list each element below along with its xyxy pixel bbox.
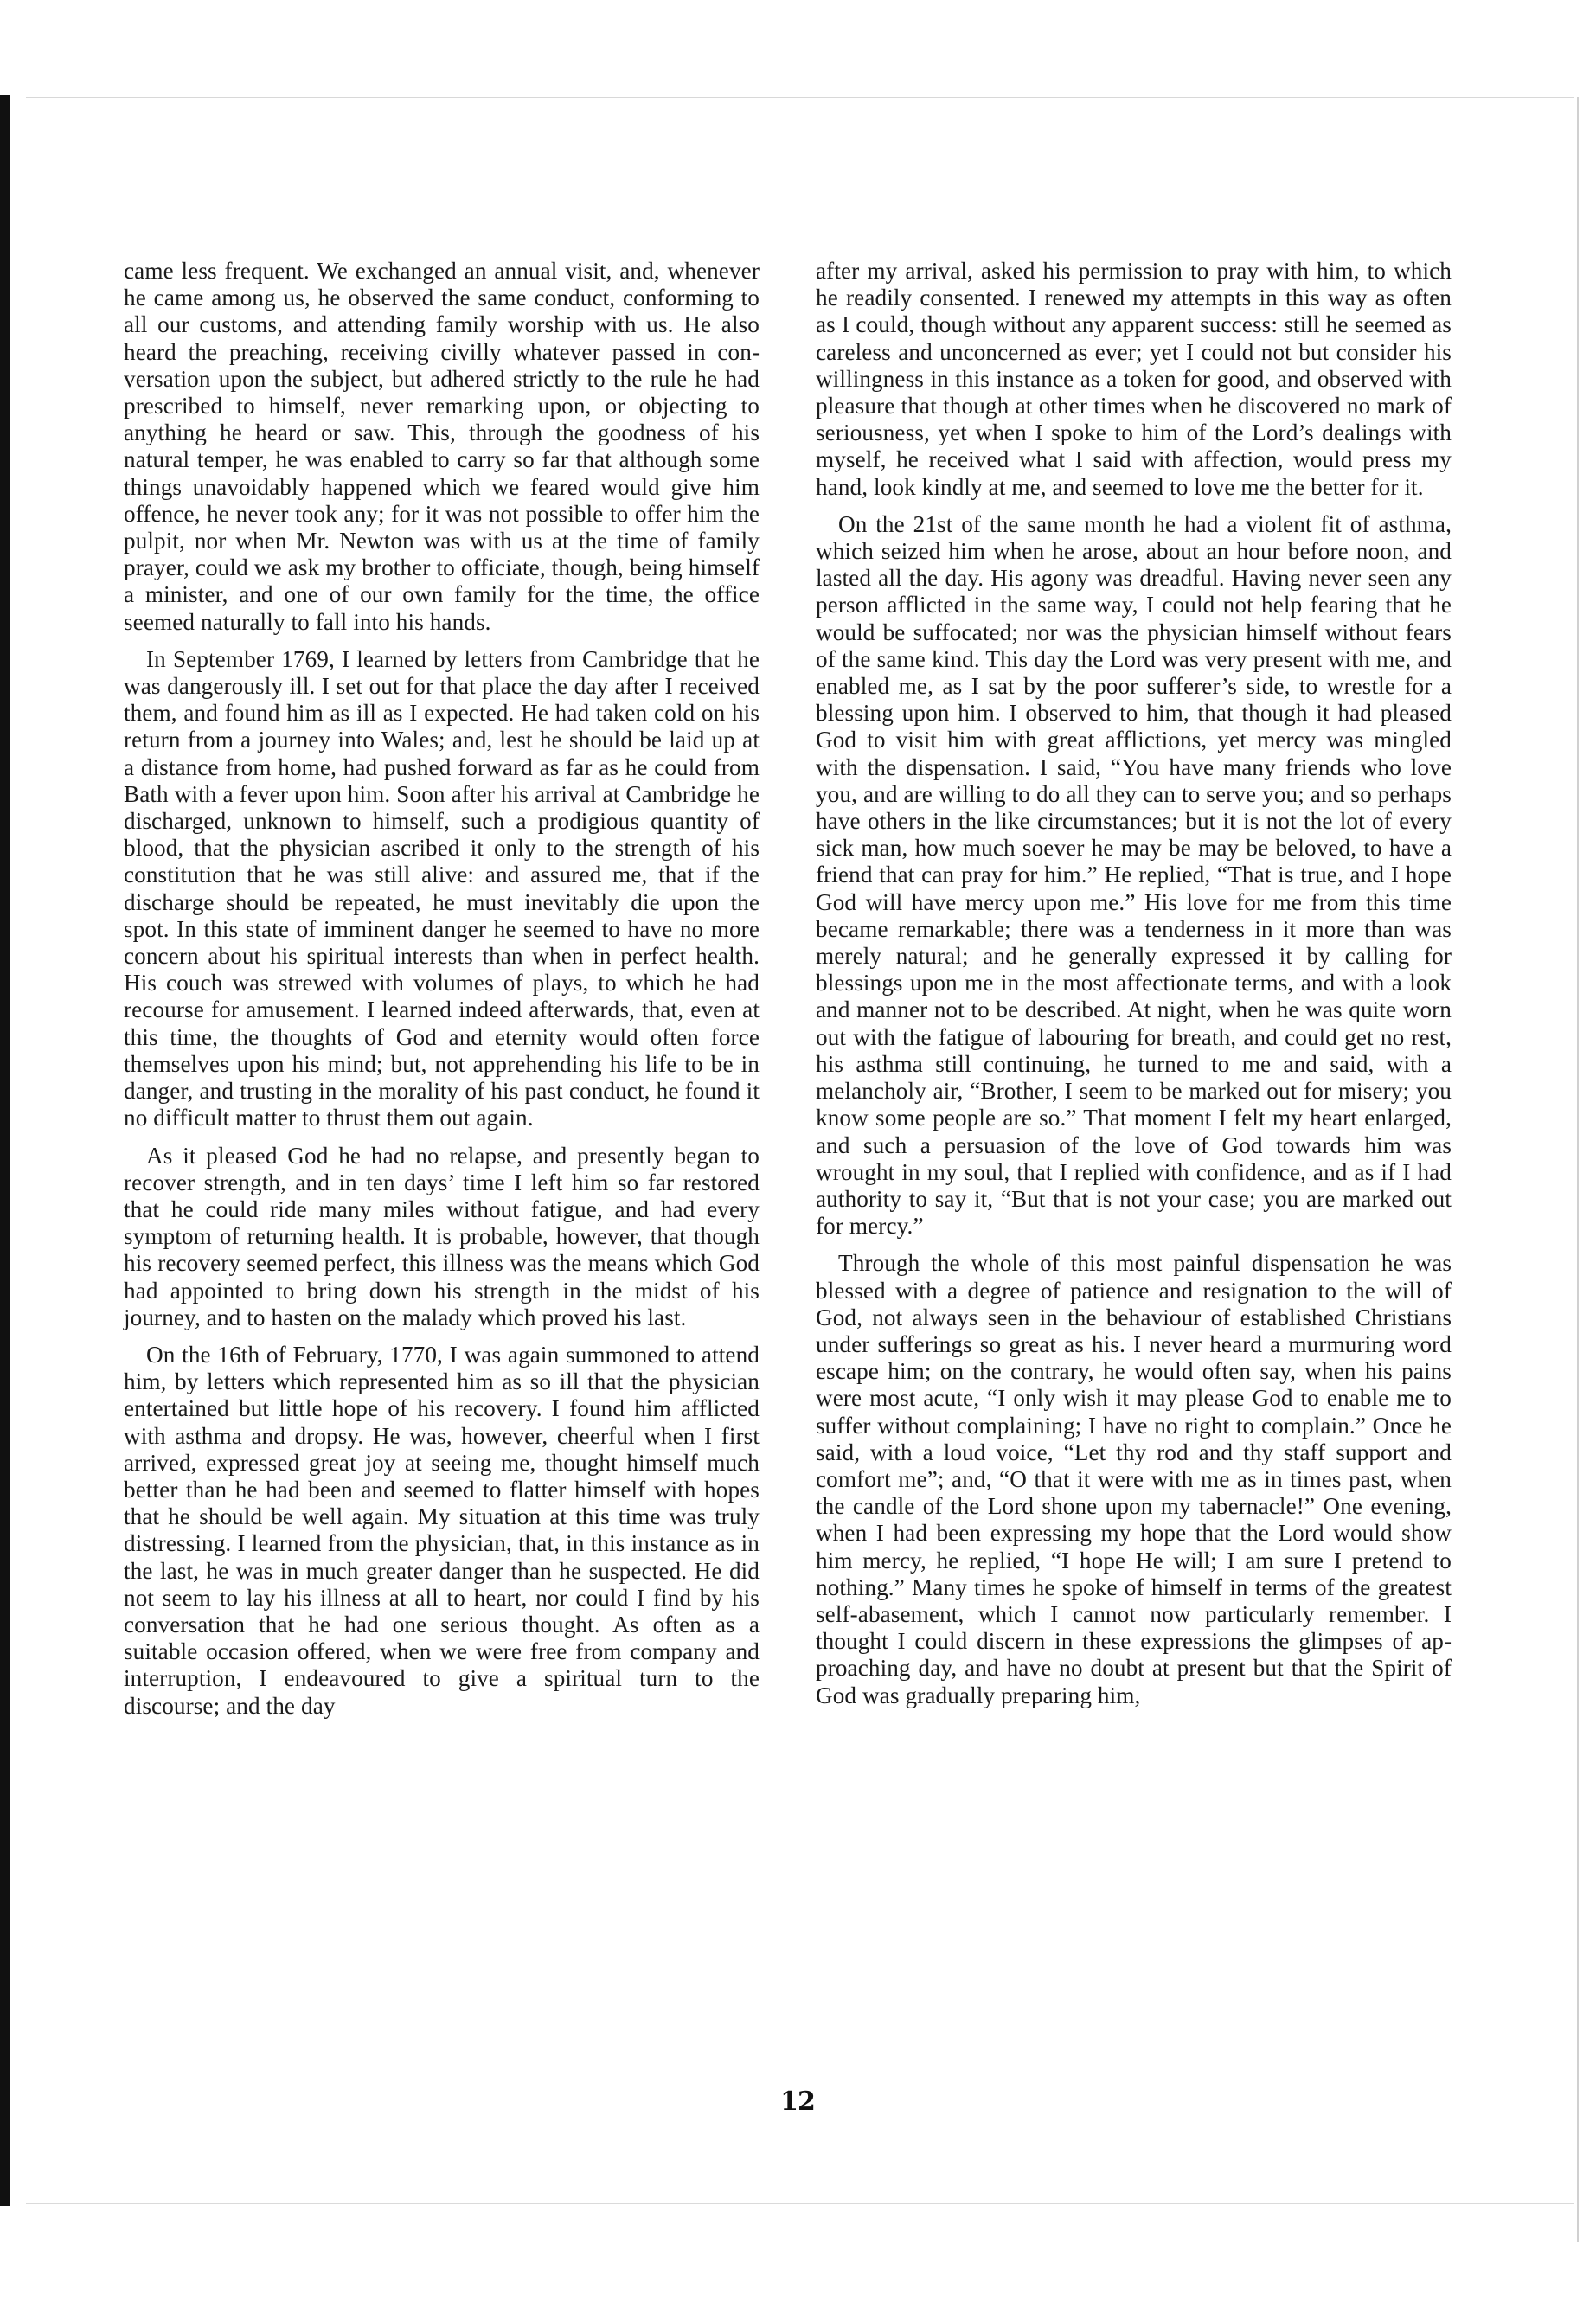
scan-border-bottom: [26, 2203, 1574, 2204]
paragraph-21st-asthma: On the 21st of the same month he had a violent fit of asthma, which seized him when he arose, about an hour before noon, and lasted all the day. His agony was dreadful. Having never seen any person afflicted in the same way, I could not help fearing that he would be suffocated; nor was the physician himself without fears of the same kind. This day the Lord was very present with me, and enabled me, as I sat by the poor sufferer’s side, to wrestle for a blessing upon him. I observed to him, that though it had pleased God to visit him with great afflictions, yet mercy was mingled with the dispensation. I said, “You have many friends who love you, and are willing to do all they can to serve you; and so perhaps have others in the like circumstances; but it is not the lot of every sick man, how much soever he may be may be beloved, to have a friend that can pray for him.” He replied, “That is true, and I hope God will have mercy upon me.” His love for me from this time became remarkable; there was a tenderness in it more than was merely natural; and he generally expressed it by calling for blessings upon me in the most affectionate terms, and with a look and manner not to be described. At night, when he was quite worn out with the fatigue of labouring for breath, and could get no rest, his asthma still continuing, he turned to me and said, with a melancholy air, “Brother, I seem to be marked out for misery; you know some people are so.” That moment I felt my heart enlarged, and such a persuasion of the love of God towards him was wrought in my soul, that I replied with confidence, and as if I had authority to say it, “But that is not your case; you are marked out for mercy.”: [816, 510, 1452, 1240]
scan-border-top: [26, 97, 1574, 98]
scan-border-left: [0, 95, 10, 2206]
paragraph-no-relapse: As it pleased God he had no relapse, and presently began to recover strength, and in ten days’ time I left him so far restored that he could ride many miles without fatigue, and had every symptom of returning health. It is probable, however, that though his recovery seemed perfect, this illness was the means which God had appointed to bring down his strength in the midst of his journey, and to hasten on the malady which proved his last.: [124, 1142, 760, 1330]
scan-border-right: [1577, 97, 1579, 2242]
paragraph-february-1770: On the 16th of February, 1770, I was again summoned to attend him, by letters which represented him as so ill that the physician entertained but little hope of his recovery. I found him afflicted with asthma and dropsy. He was, however, cheerful when I first arrived, expressed great joy at seeing me, thought himself much better than he had been and seemed to flatter himself with hopes that he should be well again. My situation at this time was truly distressing. I learned from the physician, that, in this instance as in the last, he was in much greater danger than he suspected. He did not seem to lay his illness at all to heart, nor could I find by his conversation that he had one serious thought. As often as a suitable occasion offered, when we were free from company and interruption, I endeavoured to give a spiritual turn to the discourse; and the day: [124, 1341, 760, 1719]
paragraph-patience-resignation: Through the whole of this most painful dispensation he was blessed with a degree of patience and resignation to the will of God, not always seen in the behaviour of established Christians under sufferings so great as his. I never heard a murmuring word escape him; on the contrary, he would often say, when his pains were most acute, “I only wish it may please God to enable me to suffer without complaining; I have no right to complain.” Once he said, with a loud voice, “Let thy rod and thy staff support and comfort me”; and, “O that it were with me as in times past, when the candle of the Lord shone upon my tabernacle!” One evening, when I had been expressing my hope that the Lord would show him mercy, he replied, “I hope He will; I am sure I pretend to nothing.” Many times he spoke of himself in terms of the greatest self-abasement, which I cannot now particularly remember. I thought I could discern in these expressions the glimpses of approaching day, and have no doubt at present but that the Spirit of God was gradually preparing him,: [816, 1250, 1452, 1708]
page-number: 12: [780, 2086, 815, 2117]
left-text-column: [124, 258, 760, 1730]
paragraph-continued: came less frequent. We exchanged an annual visit, and, whenever he came among us, he observed the same conduct, conforming to all our customs, and attending family worship with us. He also heard the preaching, receiving civilly whatever passed in conversation upon the subject, but adhered strictly to the rule he had prescribed to himself, never remarking upon, or objecting to anything he heard or saw. This, through the goodness of his natural temper, he was enabled to carry so far that although some things unavoidably happened which we feared would give him offence, he never took any; for it was not possible to offer him the pulpit, nor when Mr. Newton was with us at the time of family prayer, could we ask my brother to officiate, though, being himself a minister, and one of our own family for the time, the office seemed naturally to fall into his hands.: [124, 258, 760, 635]
right-text-column: [816, 258, 1452, 1720]
paragraph-september-1769: In September 1769, I learned by letters from Cambridge that he was dangerously ill. I set out for that place the day after I received them, and found him as ill as I expected. He had taken cold on his return from a journey into Wales; and, lest he should be laid up at a distance from home, had pushed forward as far as he could from Bath with a fever upon him. Soon after his arrival at Cambridge he discharged, unknown to himself, such a prodigious quantity of blood, that the physician ascribed it only to the strength of his constitution that he was still alive: and assured me, that if the discharge should be repeated, he must inevitably die upon the spot. In this state of imminent danger he seemed to have no more concern about his spiritual interests than when in perfect health. His couch was strewed with volumes of plays, to which he had recourse for amusement. I learned indeed afterwards, that, even at this time, the thoughts of God and eternity would often force themselves upon his mind; but, not apprehending his life to be in danger, and trusting in the morality of his past conduct, he found it no difficult matter to thrust them out again.: [124, 645, 760, 1131]
paragraph-permission-to-pray: after my arrival, asked his permission to pray with him, to which he readily consented. I renewed my attempts in this way as often as I could, though without any apparent success: still he seemed as careless and unconcerned as ever; yet I could not but consider his willingness in this instance as a token for good, and observed with pleasure that though at other times when he discovered no mark of seriousness, yet when I spoke to him of the Lord’s dealings with myself, he received what I said with affection, would press my hand, look kindly at me, and seemed to love me the better for it.: [816, 258, 1452, 500]
